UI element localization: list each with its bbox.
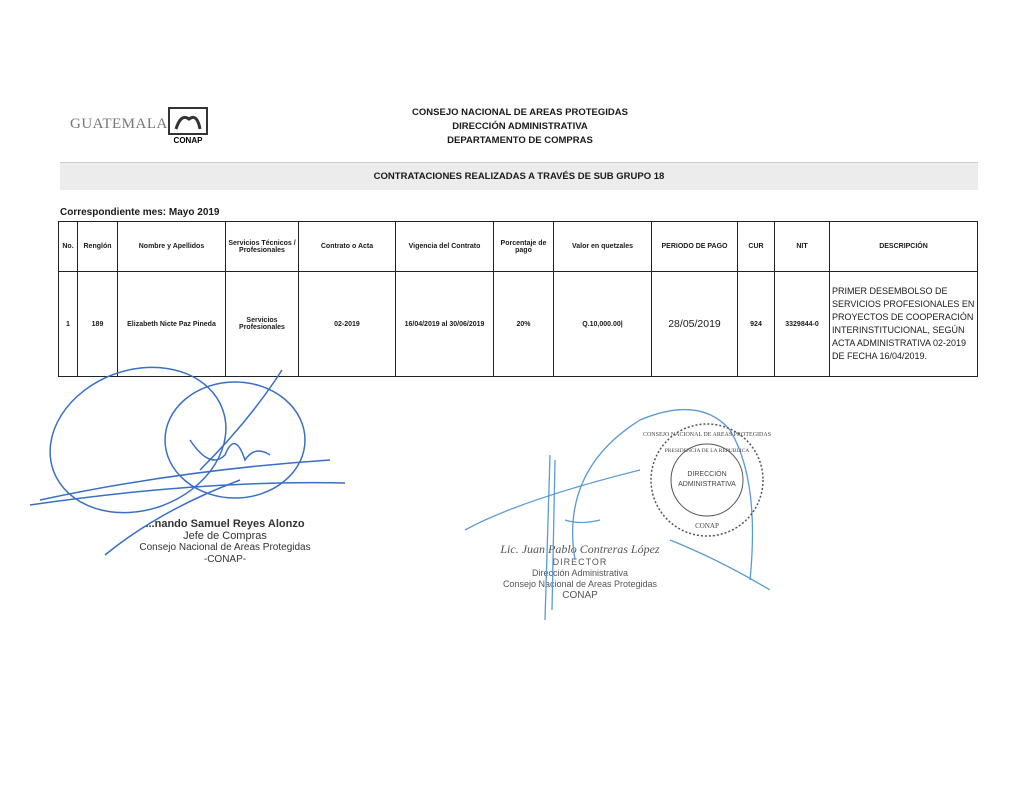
col-header: Servicios Técnicos / Profesionales [226,222,299,272]
col-header: No. [59,222,78,272]
col-header: Nombre y Apellidos [118,222,226,272]
svg-text:PRESIDENCIA DE LA REPUBLICA: PRESIDENCIA DE LA REPUBLICA [664,448,750,454]
cell-nit: 3329844-0 [775,272,830,377]
handwritten-signature-left [29,343,345,555]
svg-text:CONSEJO NACIONAL DE AREAS PROT: CONSEJO NACIONAL DE AREAS PROTEGIDAS [642,432,772,438]
signer-name: Lic. Juan Pablo Contreras López [500,542,660,556]
month-label: Correspondiente mes: Mayo 2019 [60,207,220,218]
svg-text:CONAP: CONAP [173,136,203,145]
cell-value: Q.10,000.00| [554,272,652,377]
signer-title: DIRECTOR [552,557,608,567]
cell-renglon: 189 [78,272,118,377]
signer-name: ...nando Samuel Reyes Alonzo [145,518,305,530]
col-header: Renglón [78,222,118,272]
cell-service: Servicios Profesionales [226,272,299,377]
signer-org: Consejo Nacional de Areas Protegidas [139,542,311,553]
signer-abbr: -CONAP- [203,554,247,565]
cell-cur: 924 [738,272,775,377]
signer-org: Consejo Nacional de Areas Protegidas [502,579,658,589]
signer-dept: Dirección Administrativa [531,568,629,578]
header-line: DEPARTAMENTO DE COMPRAS [447,135,593,146]
cell-period: 28/05/2019 [652,272,738,377]
header-line: DIRECCIÓN ADMINISTRATIVA [452,121,588,132]
col-header: Valor en quetzales [554,222,652,272]
cell-name: Elizabeth Nicte Paz Pineda [118,272,226,377]
col-header: CUR [738,222,775,272]
signer-title: Jefe de Compras [183,530,267,542]
cell-validity: 16/04/2019 al 30/06/2019 [396,272,494,377]
svg-text:CONAP: CONAP [695,522,719,530]
svg-text:ADMINISTRATIVA: ADMINISTRATIVA [678,481,736,488]
col-header: PERIODO DE PAGO [652,222,738,272]
cell-description: PRIMER DESEMBOLSO DE SERVICIOS PROFESIONALES EN PROYECTOS DE COOPERACIÓN INTERINSTITUCIONAL, SEGÚN ACTA ADMINISTRATIVA 02-2019 DE FECHA 16/04/2019. [830,272,978,377]
col-header: Vigencia del Contrato [396,222,494,272]
col-header: Contrato o Acta [299,222,396,272]
header-line: CONSEJO NACIONAL DE AREAS PROTEGIDAS [412,107,628,118]
guatemala-logo: GUATEMALA [70,116,168,132]
col-header: Porcentaje de pago [494,222,554,272]
band-title: CONTRATACIONES REALIZADAS A TRAVÉS DE SUB GRUPO 18 [373,171,665,182]
col-header: NIT [775,222,830,272]
col-header: DESCRIPCIÓN [830,222,978,272]
cell-no: 1 [59,272,78,377]
svg-text:DIRECCIÓN: DIRECCIÓN [687,471,727,478]
cell-percent: 20% [494,272,554,377]
handwritten-signature-right [465,410,770,620]
signer-abbr: CONAP [562,590,598,601]
cell-contract: 02-2019 [299,272,396,377]
